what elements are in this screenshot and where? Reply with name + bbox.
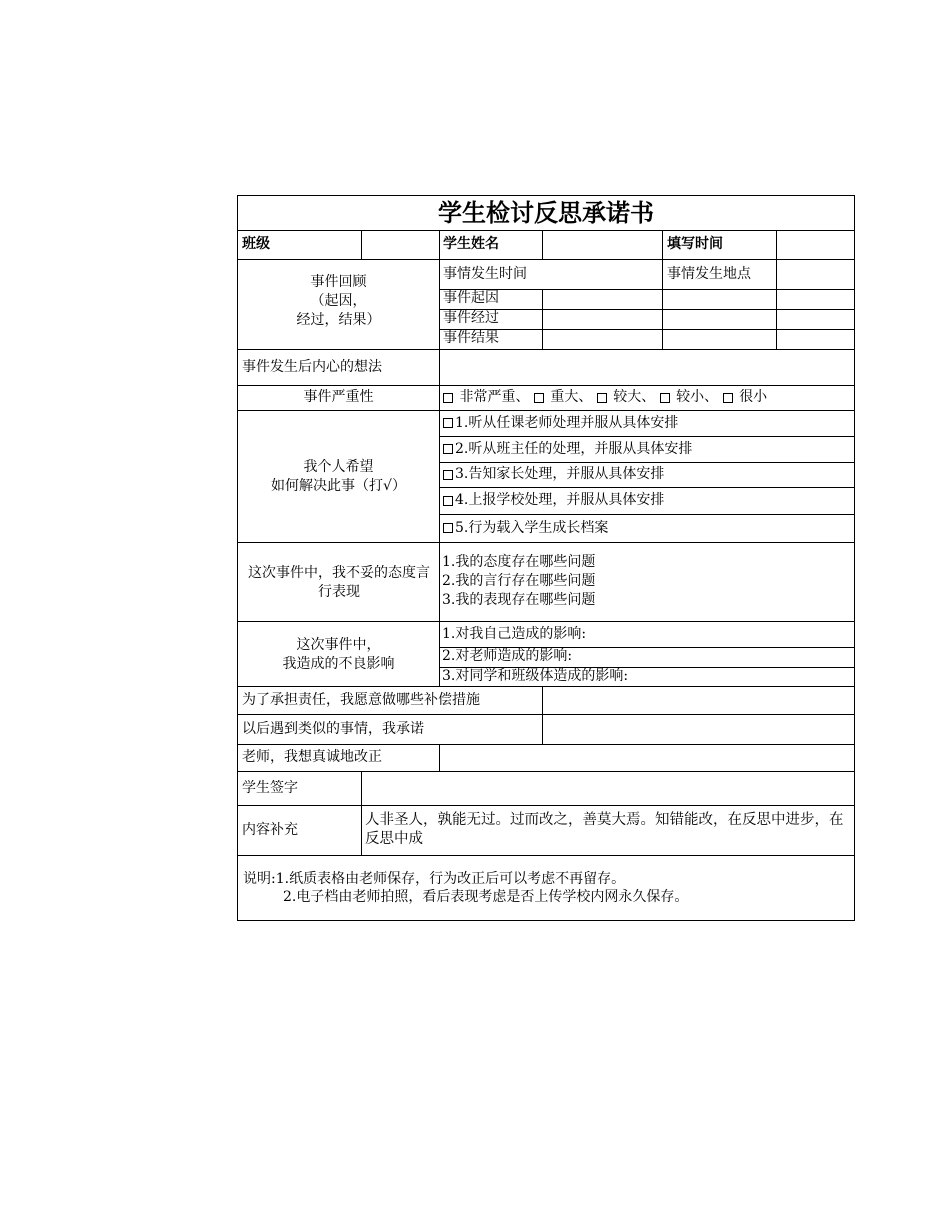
resolution-option[interactable] [443,436,853,462]
resolution-option[interactable] [443,410,853,436]
correction-label: 老师，我想真诚地改正 [242,749,382,765]
severity-option-label: 较小、 [676,389,719,405]
correction-field[interactable] [440,744,854,771]
inner-thoughts-label: 事件发生后内心的想法 [242,359,382,375]
signature-label: 学生签字 [242,780,298,796]
checkbox-icon[interactable] [443,470,453,480]
impact-teacher[interactable]: 2.对老师造成的影响: [442,648,573,664]
event-review-line: 经过，结果） [296,312,381,328]
checkbox-icon[interactable] [660,393,670,403]
event-review-label [238,273,439,333]
notes-line-1: 说明:1.纸质表格由老师保存，行为改正后可以考虑不再留存。 [243,871,626,887]
signature-field[interactable] [362,771,854,805]
checkbox-icon[interactable] [597,393,607,403]
impact-self[interactable]: 1.对我自己造成的影响: [442,626,587,642]
checkbox-icon[interactable] [443,523,453,533]
event-time-label: 事情发生时间 [443,266,527,282]
resolution-option[interactable] [443,514,853,542]
attitude-label: 这次事件中，我不妥的态度言行表现 [248,565,430,600]
severity-option-label: 重大、 [550,389,593,405]
event-process-field[interactable] [543,309,854,329]
severity-option[interactable] [597,385,655,410]
resolution-option-label: 1.听从任课老师处理并服从具体安排 [455,415,679,431]
compensation-field[interactable] [543,686,854,714]
event-cause-label: 事件起因 [443,290,499,306]
checkbox-icon[interactable] [443,496,453,506]
severity-option-label: 很小 [739,389,768,405]
severity-option-label: 非常严重、 [459,389,530,405]
event-review-line: （起因， [310,293,367,309]
attitude-line: 2.我的言行存在哪些问题 [442,573,596,589]
severity-label: 事件严重性 [303,389,374,405]
class-label: 班级 [242,236,270,252]
resolution-option[interactable] [443,487,853,514]
severity-option[interactable] [443,385,529,410]
severity-option[interactable] [723,385,767,410]
commitment-form [237,195,855,921]
fill-date-field[interactable] [777,230,854,259]
form-title: 学生检讨反思承诺书 [438,199,654,227]
impact-line: 这次事件中， [296,637,381,653]
col-divider [439,230,440,686]
resolution-wish-line: 如何解决此事（打√） [271,478,406,494]
impact-label [238,636,439,676]
attitude-line: 3.我的表现存在哪些问题 [442,592,596,608]
resolution-wish-label [238,458,439,498]
severity-option-label: 较大、 [613,389,656,405]
supplement-text: 人非圣人，孰能无过。过而改之，善莫大焉。知错能改，在反思中进步，在反思中成 [365,812,844,847]
severity-option[interactable] [534,385,592,410]
severity-option[interactable] [660,385,718,410]
event-place-field[interactable] [777,259,854,289]
resolution-wish-line: 我个人希望 [303,459,374,475]
event-result-field[interactable] [543,329,854,349]
attitude-lines[interactable] [442,553,852,613]
checkbox-icon[interactable] [723,393,733,403]
event-place-label: 事情发生地点 [667,266,751,282]
inner-thoughts-field[interactable] [440,349,854,385]
event-cause-field[interactable] [543,289,854,309]
resolution-option-label: 2.听从班主任的处理，并服从具体安排 [455,441,693,457]
student-name-field[interactable] [543,230,662,259]
resolution-option[interactable] [443,462,853,487]
resolution-option-label: 5.行为载入学生成长档案 [455,520,609,536]
resolution-option-label: 4.上报学校处理，并服从具体安排 [455,492,665,508]
checkbox-icon[interactable] [534,393,544,403]
notes-line-2: 2.电子档由老师拍照，看后表现考虑是否上传学校内网永久保存。 [283,889,689,905]
promise-field[interactable] [543,714,854,744]
event-review-line: 事件回顾 [310,274,367,290]
fill-date-label: 填写时间 [667,236,723,252]
event-result-label: 事件结果 [443,330,499,346]
compensation-label: 为了承担责任，我愿意做哪些补偿措施 [242,692,480,708]
checkbox-icon[interactable] [443,418,453,428]
promise-label: 以后遇到类似的事情，我承诺 [242,721,424,737]
student-name-label: 学生姓名 [443,236,499,252]
checkbox-icon[interactable] [443,393,453,403]
row-divider [238,542,854,543]
resolution-option-label: 3.告知家长处理，并服从具体安排 [455,466,665,482]
checkbox-icon[interactable] [443,444,453,454]
impact-classmates[interactable]: 3.对同学和班级体造成的影响: [442,668,629,684]
class-field[interactable] [362,230,439,259]
supplement-label: 内容补充 [242,822,298,838]
row-divider [238,855,854,856]
attitude-line: 1.我的态度存在哪些问题 [442,554,596,570]
col-divider [662,230,663,259]
event-process-label: 事件经过 [443,310,499,326]
severity-options [443,385,853,410]
impact-line: 我造成的不良影响 [282,656,395,672]
